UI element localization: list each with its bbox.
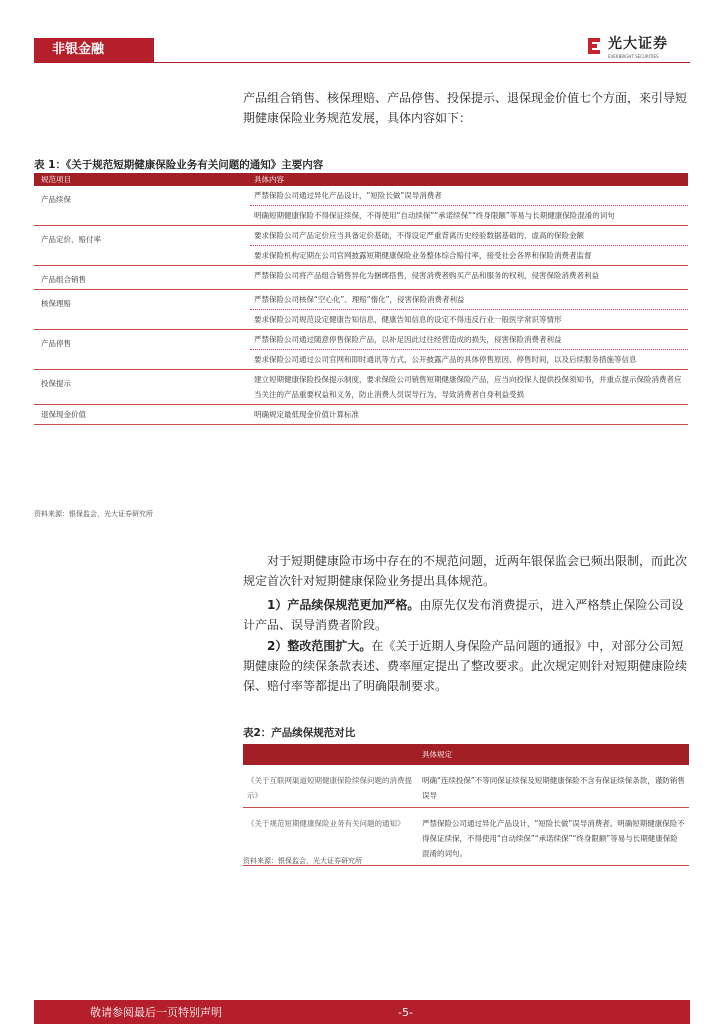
paragraph-1: 对于短期健康险市场中存在的不规范问题，近两年银保监会已频出限制，而此次规定首次针对短期健康保险业务提出具体规范。: [243, 554, 688, 588]
table2-header-row: [243, 744, 689, 765]
row-content: 严禁保险公司通过异化产品设计，“短险长做”误导消费者: [250, 186, 688, 206]
row-document: 《关于互联网渠道短期健康保险续保问题的消费提示》: [243, 765, 418, 808]
paragraph-2-body: 由原先仅发布消费提示，进入严格禁止保险公司设计产品、误导消费者阶段。: [243, 598, 684, 632]
row-content: 明确规定最低现金价值计算标准: [250, 405, 688, 425]
table2-source: 资料来源：银保监会，光大证券研究所: [243, 857, 362, 865]
table1-header-content: 具体内容: [250, 173, 688, 186]
paragraph-2: [243, 595, 693, 635]
paragraph-3: [243, 636, 693, 696]
table-row: [34, 290, 688, 310]
logo-english-name: EVERBRIGHT SECURITIES: [608, 54, 659, 59]
row-category: 产品续保: [34, 186, 250, 226]
row-content: 要求保险公司产品定价应当具备定价基础，不得设定严重背离历史经验数据基础的、虚高的保险金额: [250, 226, 688, 246]
row-category: 退保现金价值: [34, 405, 250, 425]
row-content: 严禁保险公司核保“空心化”、理赔“惰化”，侵害保险消费者利益: [250, 290, 688, 310]
header-divider: [34, 62, 690, 63]
logo-name: 光大证券: [608, 36, 668, 52]
row-content: 明确短期健康保险不得保证续保，不得使用“自动续保”“承诺续保”“终身限额”等易与长期健康保险混淆的词句: [250, 206, 688, 226]
table2-header-blank: [243, 744, 418, 765]
table-row: [34, 226, 688, 246]
intro-paragraph: 产品组合销售、核保理赔、产品停售、投保提示、退保现金价值七个方面，来引导短期健康保险业务规范发展，具体内容如下：: [243, 91, 688, 125]
row-content: 严禁保险公司将产品组合销售异化为捆绑搭售，侵害消费者购买产品和服务的权利，侵害保险消费者利益: [250, 266, 688, 290]
row-content: 明确“连续投保”不等同保证续保及短期健康保险不含有保证续保条款，谨防销售误导: [418, 765, 689, 808]
row-content: 要求保险机构定期在公司官网披露短期健康保险业务整体综合赔付率，接受社会各界和保险消费者监督: [250, 246, 688, 266]
row-category: 产品组合销售: [34, 266, 250, 290]
row-category: 产品定价、赔付率: [34, 226, 250, 266]
row-content: 要求保险公司通过公司官网和即时通讯等方式，公开披露产品的具体停售原因、停售时间，以及后续服务措施等信息: [250, 350, 688, 370]
table-row: [34, 186, 688, 206]
logo-mark-icon: [588, 38, 602, 58]
row-content: 建立短期健康保险投保提示制度，要求保险公司销售短期健康保险产品，应当向投保人提供投保须知书，并重点提示保险消费者应当关注的产品重要权益和义务，防止消费人员误导行为，导致消费者自身利益受损: [250, 370, 688, 405]
table1-title: 表 1：《关于规范短期健康保险业务有关问题的通知》主要内容: [34, 159, 324, 171]
section-title: 非银金融: [52, 42, 105, 57]
paragraph-3-heading: 2）整改范围扩大。: [267, 639, 372, 653]
table1-header-item: 规范项目: [34, 173, 250, 186]
paragraph-2-heading: 1）产品续保规范更加严格。: [267, 598, 420, 612]
table1-header-row: [34, 173, 688, 186]
table2: [243, 744, 689, 866]
row-content: 严禁保险公司通过异化产品设计，“短险长做”误导消费者。明确短期健康保险不得保证续保，不得使用“自动续保”“承诺续保”“终身限额”等易与长期健康保险混淆的词句。: [418, 808, 689, 866]
paragraph-3-body: 在《关于近期人身保险产品问题的通报》中，对部分公司短期健康险的续保条款表述、费率厘定提出了整改要求。此次规定则针对短期健康险续保、赔付率等都提出了明确限制要求。: [243, 639, 688, 693]
table-row: [34, 330, 688, 350]
row-document: 《关于规范短期健康保险业务有关问题的通知》: [243, 808, 418, 866]
row-category: 核保理赔: [34, 290, 250, 330]
footer-disclaimer-note: 敬请参阅最后一页特别声明: [90, 1006, 222, 1019]
page-number: -5-: [398, 1006, 413, 1019]
row-content: 严禁保险公司通过随意停售保险产品，以补足因此过往经营造成的损失，侵害保险消费者利益: [250, 330, 688, 350]
table1: [34, 173, 688, 425]
row-category: 产品停售: [34, 330, 250, 370]
row-category: 投保提示: [34, 370, 250, 405]
table1-source: 资料来源：银保监会，光大证券研究所: [34, 510, 153, 518]
table-row: [243, 765, 689, 808]
table-row: [34, 266, 688, 290]
company-logo: [588, 36, 690, 62]
table2-title: 表2：产品续保规范对比: [243, 727, 356, 739]
table-row: [34, 405, 688, 425]
row-content: 要求保险公司规范设定健康告知信息，健康告知信息的设定不得违反行业一般医学常识等情形: [250, 310, 688, 330]
table-row: [34, 370, 688, 405]
table2-header-content: 具体规定: [418, 744, 689, 765]
